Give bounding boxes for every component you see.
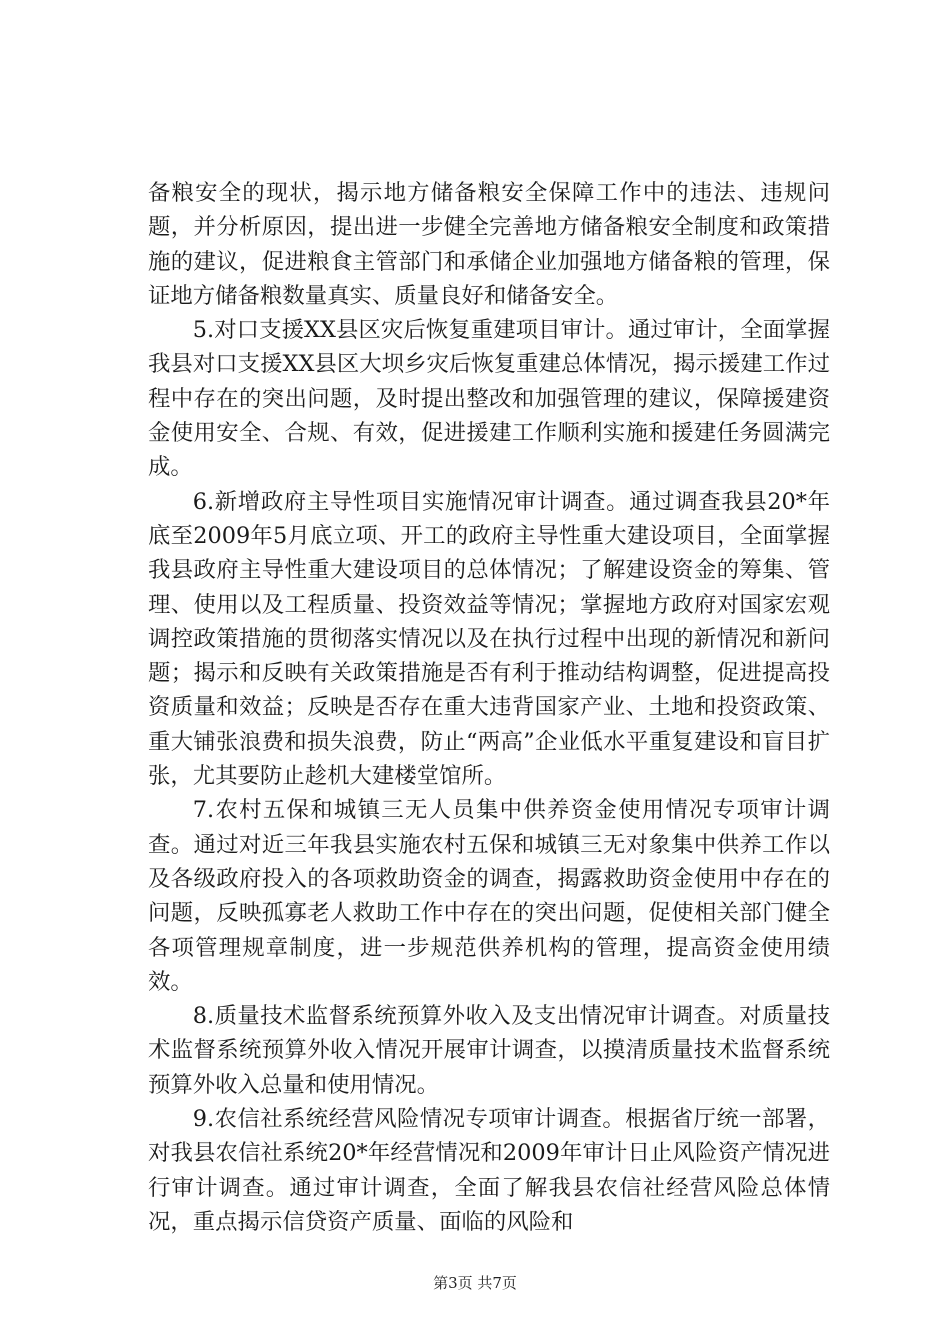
paragraph-item-9: 9.农信社系统经营风险情况专项审计调查。根据省厅统一部署，对我县农信社系统20*年经营情况和2009年审计日止风险资产情况进行审计调查。通过审计调查，全面了解我县农信社经营风险总体情况，重点揭示信贷资产质量、面临的风险和: [148, 1106, 830, 1235]
document-body: [148, 176, 830, 1239]
paragraph-continuation: 备粮安全的现状，揭示地方储备粮安全保障工作中的违法、违规问题，并分析原因，提出进一步健全完善地方储备粮安全制度和政策措施的建议，促进粮食主管部门和承储企业加强地方储备粮的管理，保证地方储备粮数量真实、质量良好和储备安全。: [148, 180, 830, 309]
page-number-footer: 第3页 共7页: [433, 1274, 517, 1292]
paragraph-item-7: 7.农村五保和城镇三无人员集中供养资金使用情况专项审计调查。通过对近三年我县实施农村五保和城镇三无对象集中供养工作以及各级政府投入的各项救助资金的调查，揭露救助资金使用中存在的问题，反映孤寡老人救助工作中存在的突出问题，促使相关部门健全各项管理规章制度，进一步规范供养机构的管理，提高资金使用绩效。: [148, 797, 830, 995]
paragraph-item-6: 6.新增政府主导性项目实施情况审计调查。通过调查我县20*年底至2009年5月底立项、开工的政府主导性重大建设项目，全面掌握我县政府主导性重大建设项目的总体情况；了解建设资金的筹集、管理、使用以及工程质量、投资效益等情况；掌握地方政府对国家宏观调控政策措施的贯彻落实情况以及在执行过程中出现的新情况和新问题；揭示和反映有关政策措施是否有利于推动结构调整，促进提高投资质量和效益；反映是否存在重大违背国家产业、土地和投资政策、重大铺张浪费和损失浪费，防止“两高”企业低水平重复建设和盲目扩张，尤其要防止趁机大建楼堂馆所。: [148, 488, 830, 790]
paragraph-item-8: 8.质量技术监督系统预算外收入及支出情况审计调查。对质量技术监督系统预算外收入情况开展审计调查，以摸清质量技术监督系统预算外收入总量和使用情况。: [148, 1003, 830, 1098]
paragraph-item-5: 5.对口支援XX县区灾后恢复重建项目审计。通过审计，全面掌握我县对口支援XX县区大坝乡灾后恢复重建总体情况，揭示援建工作过程中存在的突出问题，及时提出整改和加强管理的建议，保障援建资金使用安全、合规、有效，促进援建工作顺利实施和援建任务圆满完成。: [148, 317, 830, 481]
